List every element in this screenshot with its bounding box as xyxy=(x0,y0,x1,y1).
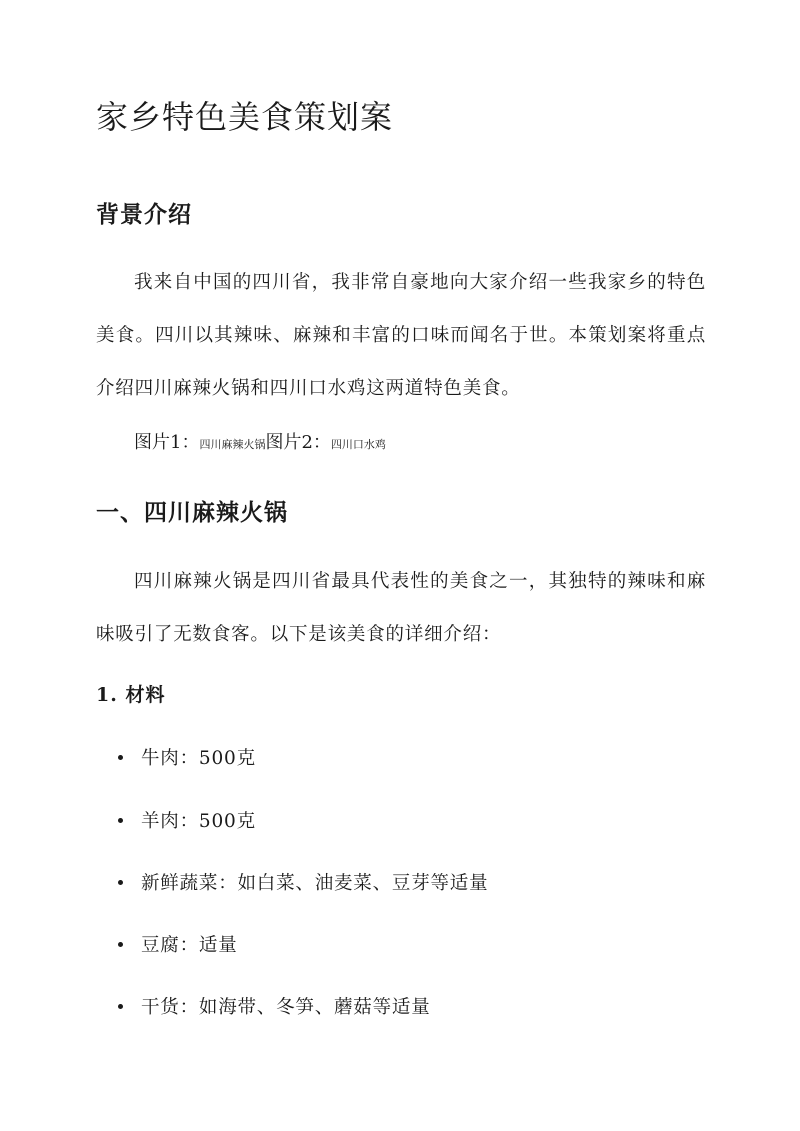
bullet-icon xyxy=(118,880,123,885)
section1-heading: 一、四川麻辣火锅 xyxy=(96,499,288,526)
list-item-text: 豆腐：适量 xyxy=(141,935,238,956)
bullet-icon xyxy=(118,942,123,947)
bullet-icon xyxy=(118,818,123,823)
image-captions xyxy=(96,428,706,454)
list-item xyxy=(118,931,238,957)
list-item xyxy=(118,869,488,895)
background-paragraph: 我来自中国的四川省，我非常自豪地向大家介绍一些我家乡的特色美食。四川以其辣味、麻辣和丰富的口味而闻名于世。本策划案将重点介绍四川麻辣火锅和四川口水鸡这两道特色美食。 xyxy=(96,272,706,399)
list-item xyxy=(118,993,431,1019)
caption-1-text: 四川麻辣火锅 xyxy=(199,438,266,451)
list-item xyxy=(118,807,256,833)
list-item-text: 羊肉：500克 xyxy=(141,811,256,832)
document-title: 家乡特色美食策划案 xyxy=(96,98,394,136)
list-item xyxy=(118,744,256,770)
bullet-icon xyxy=(118,755,123,760)
background-heading: 背景介绍 xyxy=(96,201,192,228)
bullet-icon xyxy=(118,1004,123,1009)
caption-2-text: 四川口水鸡 xyxy=(330,438,386,451)
materials-subheading: 1. 材料 xyxy=(96,684,166,706)
list-item-text: 牛肉：500克 xyxy=(141,748,256,769)
list-item-text: 干货：如海带、冬笋、蘑菇等适量 xyxy=(141,997,431,1018)
caption-1-label: 图片1： xyxy=(134,432,200,453)
list-item-text: 新鲜蔬菜：如白菜、油麦菜、豆芽等适量 xyxy=(141,873,489,894)
section1-paragraph: 四川麻辣火锅是四川省最具代表性的美食之一，其独特的辣味和麻味吸引了无数食客。以下是该美食的详细介绍： xyxy=(96,571,706,645)
caption-2-label: 图片2： xyxy=(265,432,331,453)
